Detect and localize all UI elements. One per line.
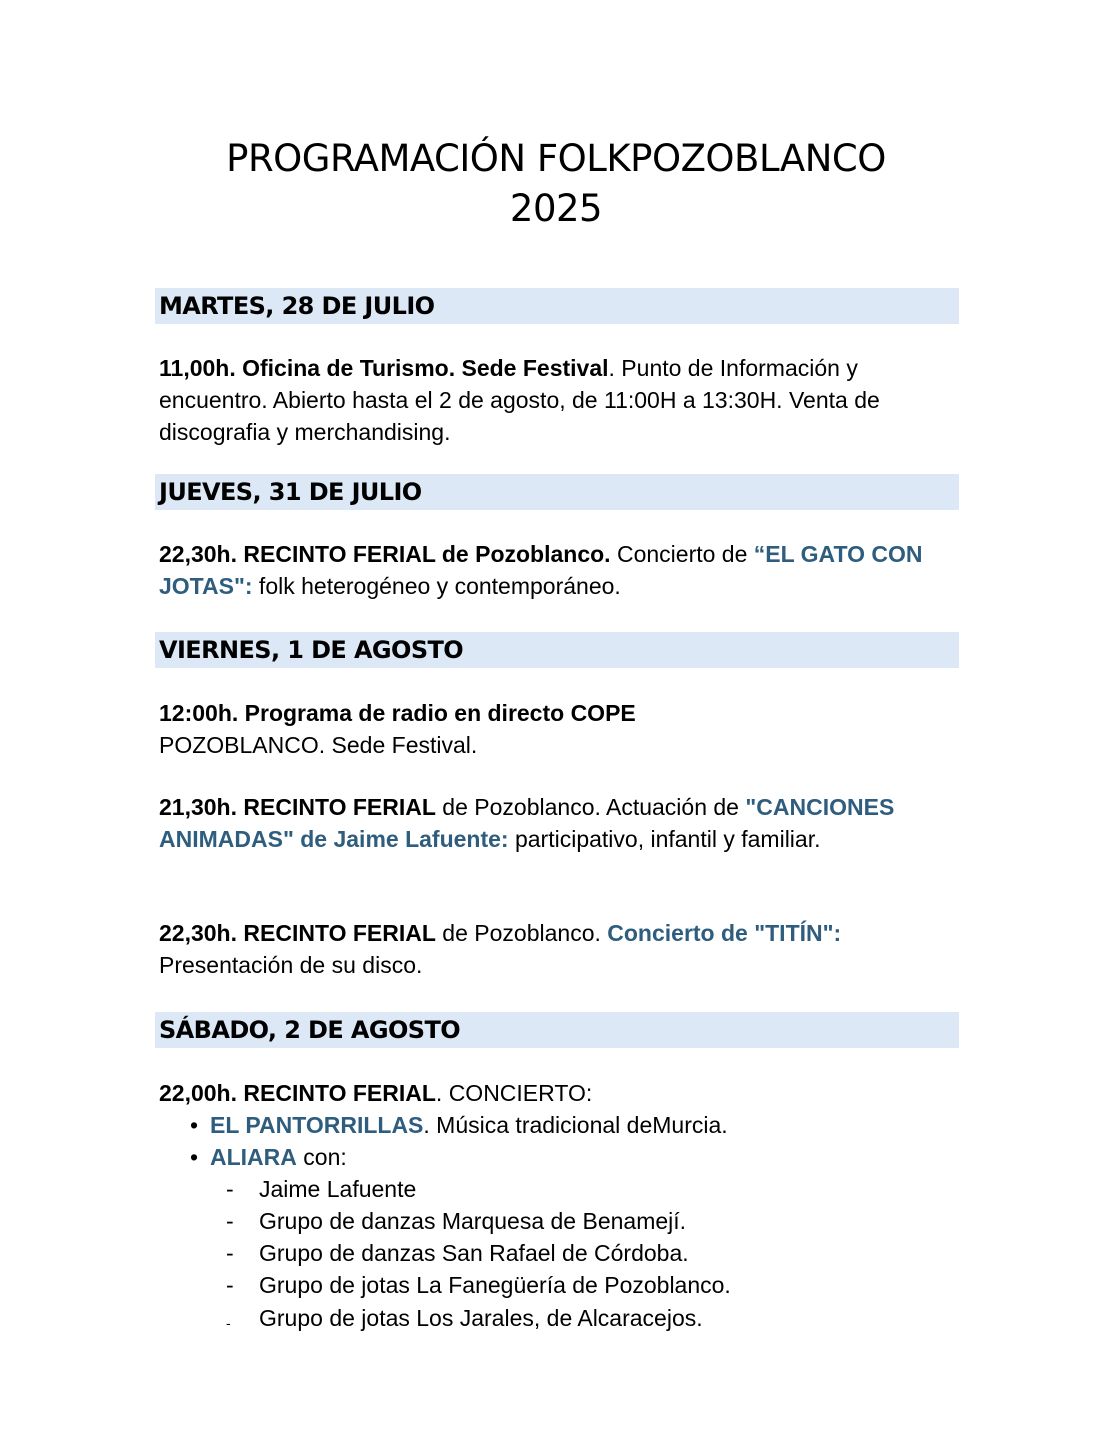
bullet-text: . Música tradicional deMurcia. <box>423 1112 728 1138</box>
dash-text: Grupo de jotas Los Jarales, de Alcaracejos. <box>259 1305 703 1331</box>
day-heading-sabado: SÁBADO, 2 DE AGOSTO <box>155 1012 959 1048</box>
bullet-artist-highlight: EL PANTORRILLAS <box>210 1112 424 1138</box>
event-sabado-concierto <box>159 1077 964 1109</box>
day-heading-viernes: VIERNES, 1 DE AGOSTO <box>155 632 959 668</box>
event-time-place: 11,00h. Oficina de Turismo. Sede Festival <box>159 355 609 381</box>
event-artist-highlight: Concierto de "TITÍN": <box>607 920 842 946</box>
dash-mark: - <box>226 1272 234 1298</box>
dash-text: Grupo de jotas La Fanegüería de Pozoblanco. <box>259 1272 731 1298</box>
dash-mark: - <box>226 1176 234 1202</box>
event-description-after: Presentación de su disco. <box>159 952 423 978</box>
event-time-place: 22,00h. RECINTO FERIAL <box>159 1080 436 1106</box>
event-description: . CONCIERTO: <box>435 1080 593 1106</box>
event-time-place: 22,30h. RECINTO FERIAL <box>159 920 436 946</box>
event-martes-turismo <box>159 352 964 448</box>
bullet-mark: • <box>190 1112 199 1138</box>
list-item-dash <box>226 1237 689 1269</box>
event-time-place: 12:00h. Programa de radio en directo COPE <box>159 700 636 726</box>
bullet-artist-highlight: ALIARA <box>210 1144 297 1170</box>
day-heading-martes: MARTES, 28 DE JULIO <box>155 288 959 324</box>
event-description: POZOBLANCO. Sede Festival. <box>159 732 478 758</box>
event-description-after: participativo, infantil y familiar. <box>508 826 821 852</box>
event-description-after: folk heterogéneo y contemporáneo. <box>252 573 621 599</box>
list-item-bullet <box>190 1141 347 1173</box>
dash-mark: - <box>226 1240 234 1266</box>
list-item-dash <box>226 1205 686 1237</box>
dash-text: Grupo de danzas Marquesa de Benamejí. <box>259 1208 687 1234</box>
event-viernes-canciones <box>159 791 964 855</box>
event-artist-highlight: "CANCIONES ANIMADAS" de Jaime Lafuente: <box>159 794 895 852</box>
list-item-dash <box>226 1173 416 1205</box>
event-time-place: 21,30h. RECINTO FERIAL <box>159 794 436 820</box>
document-title <box>0 134 1112 234</box>
event-description: . Punto de Información y encuentro. Abierto hasta el 2 de agosto, de 11:00H a 13:30H. Venta de discografia y merchandising. <box>159 355 880 445</box>
list-item-dash <box>226 1302 703 1339</box>
title-line-1: PROGRAMACIÓN FOLKPOZOBLANCO <box>226 137 886 180</box>
event-description: Concierto de <box>610 541 754 567</box>
bullet-mark: • <box>190 1144 199 1170</box>
list-item-bullet <box>190 1109 728 1141</box>
dash-mark: - <box>226 1208 234 1234</box>
bullet-text: con: <box>296 1144 347 1170</box>
event-jueves-concierto <box>159 538 964 602</box>
event-viernes-titin <box>159 917 964 981</box>
event-description: de Pozoblanco. <box>435 920 608 946</box>
day-heading-jueves: JUEVES, 31 DE JULIO <box>155 474 959 510</box>
dash-mark: - <box>226 1315 231 1331</box>
title-line-2: 2025 <box>509 187 603 230</box>
list-item-dash <box>226 1269 731 1301</box>
event-time-place: 22,30h. RECINTO FERIAL de Pozoblanco. <box>159 541 611 567</box>
dash-text: Grupo de danzas San Rafael de Córdoba. <box>259 1240 689 1266</box>
dash-text: Jaime Lafuente <box>259 1176 417 1202</box>
event-viernes-radio <box>159 697 964 761</box>
event-description: de Pozoblanco. Actuación de <box>435 794 746 820</box>
event-artist-highlight: “EL GATO CON JOTAS": <box>159 541 923 599</box>
